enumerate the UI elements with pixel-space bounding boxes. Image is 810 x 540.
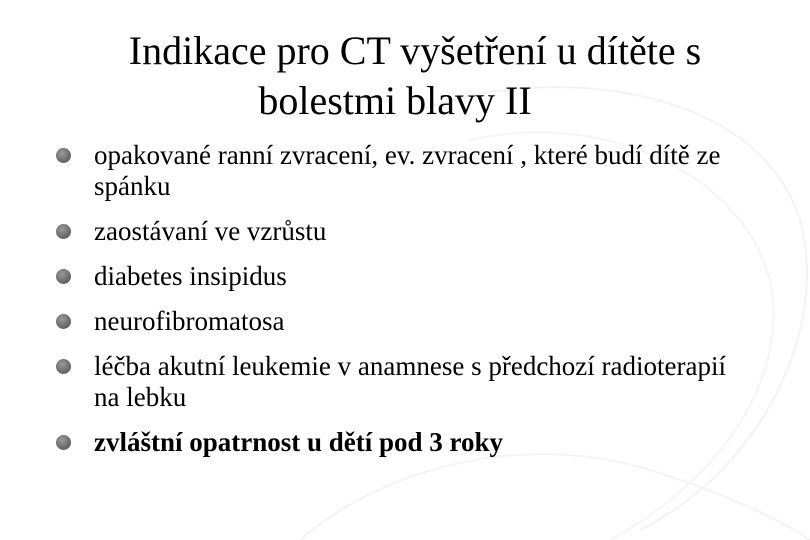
slide-title [40,26,790,126]
list-item [56,261,756,292]
list-item-text: neurofibromatosa [94,306,285,336]
bullet-icon [56,435,71,450]
list-item [56,306,756,337]
bullet-list [56,140,756,472]
list-item-text: diabetes insipidus [94,261,287,291]
list-item [56,140,756,202]
bullet-icon [56,359,71,374]
bullet-icon [56,269,71,284]
list-item-text: zvláštní opatrnost u dětí pod 3 roky [94,427,504,457]
bullet-icon [56,224,71,239]
list-item-emphasized [56,427,756,458]
bullet-icon [56,314,71,329]
title-line-2: bolestmi blavy II [258,78,532,123]
list-item-text: zaostávaní ve vzrůstu [94,216,327,246]
list-item [56,216,756,247]
list-item-text: opakované ranní zvracení, ev. zvracení , které budí dítě ze spánku [94,140,721,201]
list-item [56,351,756,413]
title-line-1: Indikace pro CT vyšetření u dítěte s [128,28,702,73]
list-item-text: léčba akutní leukemie v anamnese s předchozí radioterapií na lebku [94,351,726,412]
bullet-icon [56,148,71,163]
